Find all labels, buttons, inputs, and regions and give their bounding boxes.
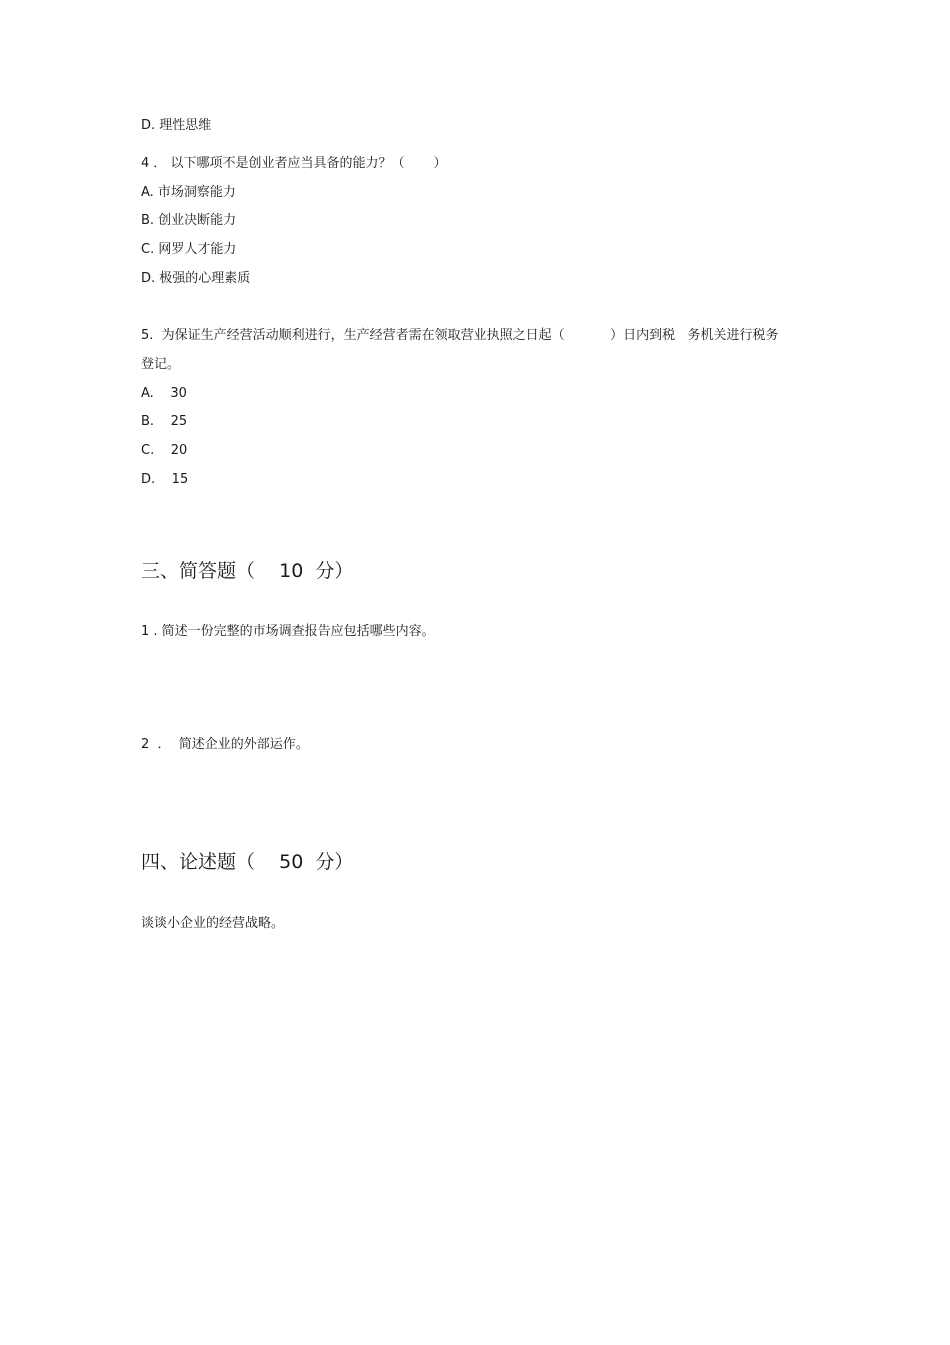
q4-option-d: D. 极强的心理素质: [141, 271, 251, 286]
q4-option-b: B. 创业决断能力: [141, 213, 237, 228]
q4-stem: 4 ． 以下哪项不是创业者应当具备的能力？（ ）: [141, 156, 447, 171]
q5-option-c: C. 20: [141, 443, 188, 458]
q5-stem-line1: 5. 为保证生产经营活动顺利进行，生产经营者需在领取营业执照之日起（ ）日内到税 务机关进行税务: [141, 328, 779, 343]
q5-option-a: A. 30: [141, 386, 187, 401]
q4-option-c: C. 网罗人才能力: [141, 242, 237, 257]
q4-option-a: A. 市场洞察能力: [141, 185, 236, 200]
section4-title: 四、论述题（ 50 分）: [141, 851, 354, 873]
q5-option-d: D. 15: [141, 472, 189, 487]
section4-q1: 谈谈小企业的经营战略。: [141, 916, 285, 931]
section3-title: 三、简答题（ 10 分）: [141, 560, 354, 582]
q3-option-d: D. 理性思维: [141, 118, 212, 133]
section3-q2: 2 ． 简述企业的外部运作。: [141, 737, 309, 752]
q5-option-b: B. 25: [141, 414, 188, 429]
section3-q1: 1 . 简述一份完整的市场调查报告应包括哪些内容。: [141, 624, 435, 639]
q5-stem-line2: 登记。: [141, 357, 181, 372]
